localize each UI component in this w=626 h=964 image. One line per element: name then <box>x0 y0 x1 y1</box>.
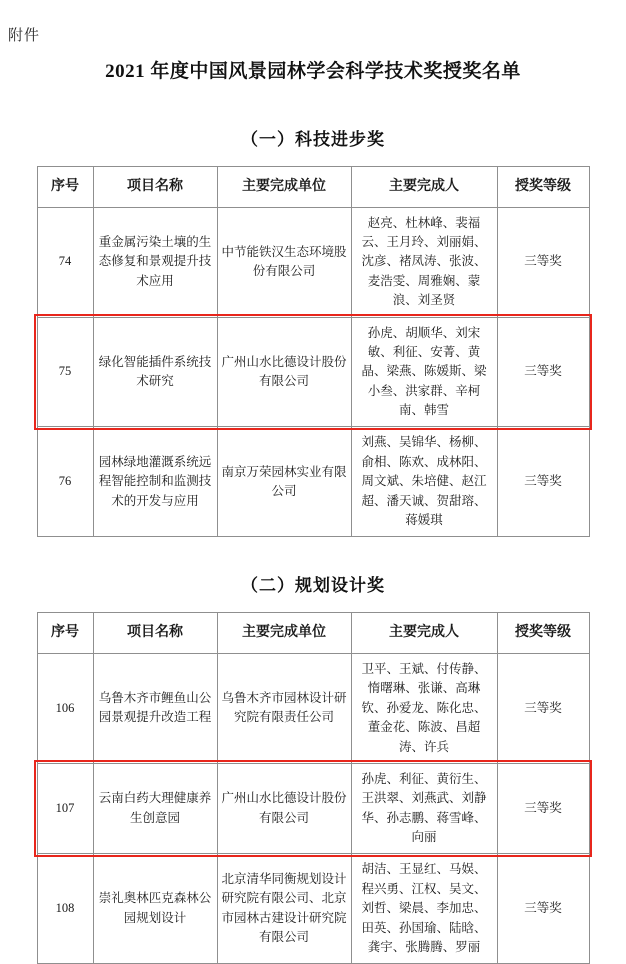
cell-project-name: 园林绿地灌溉系统远程智能控制和监测技术的开发与应用 <box>93 427 217 537</box>
column-header-people: 主要完成人 <box>351 613 497 654</box>
cell-unit: 乌鲁木齐市园林设计研究院有限责任公司 <box>217 654 351 764</box>
cell-no: 75 <box>37 317 93 427</box>
cell-no: 74 <box>37 207 93 317</box>
cell-unit: 广州山水比德设计股份有限公司 <box>217 317 351 427</box>
cell-level: 三等奖 <box>497 207 589 317</box>
column-header-no: 序号 <box>37 167 93 208</box>
cell-unit: 中节能铁汉生态环境股份有限公司 <box>217 207 351 317</box>
table-header-row <box>37 613 589 654</box>
column-header-level: 授奖等级 <box>497 613 589 654</box>
cell-people: 孙虎、利征、黄衍生、王洪翠、刘燕武、刘静华、孙志鹏、蒋雪峰、向丽 <box>351 763 497 854</box>
award-table-2 <box>37 612 590 964</box>
table-wrapper-2 <box>0 612 626 964</box>
award-table-1 <box>37 166 590 537</box>
cell-people: 刘燕、吴锦华、杨柳、俞相、陈欢、成林阳、周文斌、朱培健、赵江超、潘天诚、贺甜瑢、蒋媛琪 <box>351 427 497 537</box>
cell-project-name: 乌鲁木齐市鲤鱼山公园景观提升改造工程 <box>93 654 217 764</box>
table-wrapper-1 <box>0 166 626 537</box>
cell-project-name: 重金属污染土壤的生态修复和景观提升技术应用 <box>93 207 217 317</box>
section-heading-1: （一）科技进步奖 <box>241 130 385 149</box>
cell-no: 76 <box>37 427 93 537</box>
cell-level: 三等奖 <box>497 763 589 854</box>
column-header-name: 项目名称 <box>93 613 217 654</box>
cell-unit: 北京清华同衡规划设计研究院有限公司、北京市园林古建设计研究院有限公司 <box>217 854 351 964</box>
column-header-people: 主要完成人 <box>351 167 497 208</box>
table-row <box>37 317 589 427</box>
cell-project-name: 崇礼奥林匹克森林公园规划设计 <box>93 854 217 964</box>
attachment-label: 附件 <box>8 28 41 44</box>
cell-project-name: 云南白药大理健康养生创意园 <box>93 763 217 854</box>
section-heading-2: （二）规划设计奖 <box>241 576 385 596</box>
cell-level: 三等奖 <box>497 427 589 537</box>
table-row <box>37 763 589 854</box>
column-header-name: 项目名称 <box>93 167 217 208</box>
cell-people: 孙虎、胡顺华、刘宋敏、利征、安菁、黄晶、梁燕、陈媛斯、梁小叁、洪家群、辛柯南、韩雪 <box>351 317 497 427</box>
cell-no: 108 <box>37 854 93 964</box>
cell-people: 胡洁、王显红、马娱、程兴勇、江权、吴文、刘哲、梁晨、李加忠、田英、孙国瑜、陆晗、龚宇、张腾腾、罗丽 <box>351 854 497 964</box>
cell-unit: 南京万荣园林实业有限公司 <box>217 427 351 537</box>
cell-people: 赵亮、杜林峰、裴福云、王月玲、刘丽娟、沈彦、褚凤涛、张波、麦浩雯、周雅娴、蒙浪、刘圣贤 <box>351 207 497 317</box>
column-header-no: 序号 <box>37 613 93 654</box>
page-title: 2021 年度中国风景园林学会科学技术奖授奖名单 <box>105 61 521 82</box>
table-row <box>37 427 589 537</box>
cell-unit: 广州山水比德设计股份有限公司 <box>217 763 351 854</box>
column-header-unit: 主要完成单位 <box>217 167 351 208</box>
cell-no: 106 <box>37 654 93 764</box>
cell-level: 三等奖 <box>497 854 589 964</box>
cell-people: 卫平、王斌、付传静、惰曙琳、张谦、高琳钦、孙爱龙、陈化忠、董金花、陈波、昌超涛、许兵 <box>351 654 497 764</box>
cell-project-name: 绿化智能插件系统技术研究 <box>93 317 217 427</box>
cell-level: 三等奖 <box>497 317 589 427</box>
column-header-level: 授奖等级 <box>497 167 589 208</box>
table-row <box>37 207 589 317</box>
table-row <box>37 654 589 764</box>
column-header-unit: 主要完成单位 <box>217 613 351 654</box>
cell-no: 107 <box>37 763 93 854</box>
cell-level: 三等奖 <box>497 654 589 764</box>
table-header-row <box>37 167 589 208</box>
table-row <box>37 854 589 964</box>
